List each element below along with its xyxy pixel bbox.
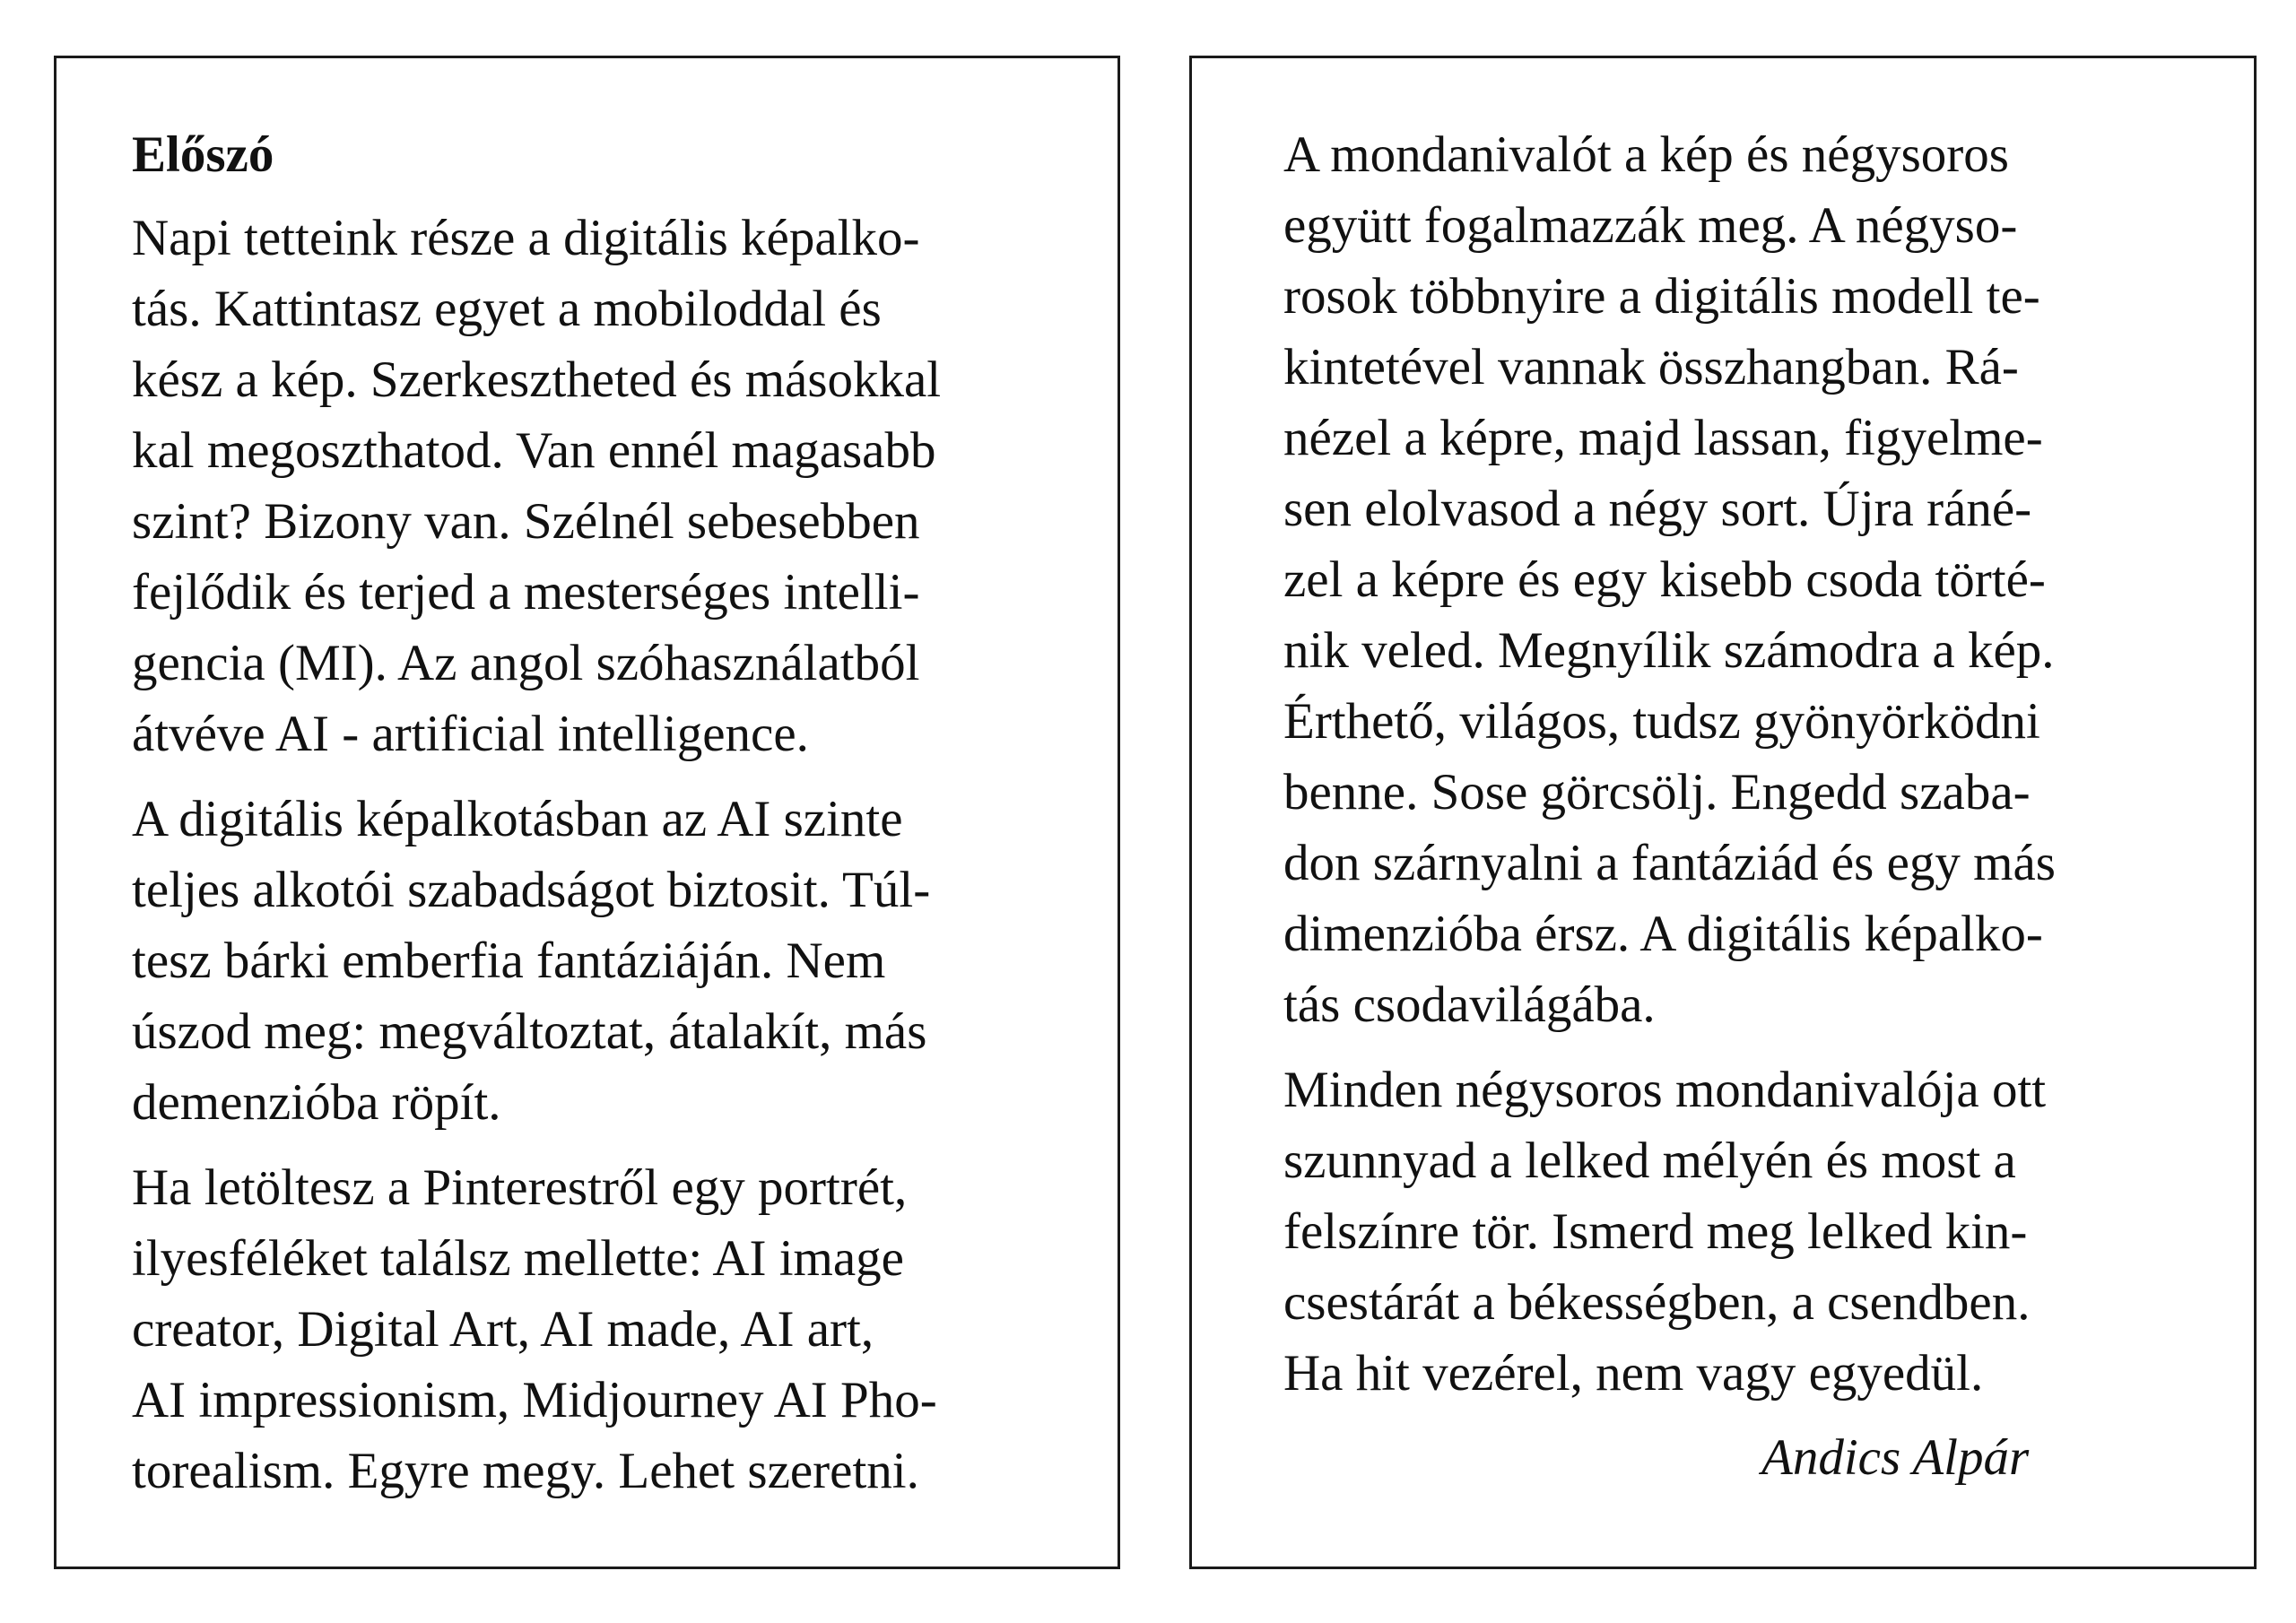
text-line: zel a képre és egy kisebb csoda törté- [1283, 551, 2046, 608]
text-line: dimenzióba érsz. A digitális képalko- [1283, 906, 2043, 962]
text-line: kal megoszthatod. Van ennél magasabb [132, 422, 936, 479]
text-line: szint? Bizony van. Szélnél sebesebben [132, 493, 920, 550]
text-line: átvéve AI - artificial intelligence. [132, 706, 809, 762]
text-line: tás csodavilágába. [1283, 976, 1656, 1033]
text-line: tás. Kattintasz egyet a mobiloddal és [132, 281, 882, 337]
text-line: nik veled. Megnyílik számodra a kép. [1283, 622, 2055, 679]
text-line: Minden négysoros mondanivalója ott [1283, 1062, 2047, 1118]
text-line: csestárát a békességben, a csendben. [1283, 1274, 2031, 1331]
text-line: Ha hit vezérel, nem vagy egyedül. [1283, 1345, 1984, 1402]
text-line: benne. Sose görcsölj. Engedd szaba- [1283, 764, 2031, 820]
right-page-text [1283, 119, 2056, 1423]
text-line: creator, Digital Art, AI made, AI art, [132, 1301, 874, 1358]
text-line: torealism. Egyre megy. Lehet szeretni. [132, 1443, 919, 1499]
text-line: felszínre tör. Ismerd meg lelked kin- [1283, 1203, 2028, 1260]
paragraph [132, 203, 941, 769]
text-line: fejlődik és terjed a mesterséges intelli- [132, 564, 920, 621]
text-line: Ha letöltesz a Pinterestről egy portrét, [132, 1159, 908, 1216]
text-line: Érthető, világos, tudsz gyönyörködni [1283, 693, 2040, 750]
text-line: szunnyad a lelked mélyén és most a [1283, 1133, 2016, 1189]
left-page [54, 56, 1120, 1569]
paragraph [132, 1152, 941, 1506]
text-line: úszod meg: megváltoztat, átalakít, más [132, 1003, 927, 1060]
text-line: nézel a képre, majd lassan, figyelme- [1283, 410, 2043, 466]
paragraph [1283, 119, 2056, 1040]
text-line: kintetével vannak összhangban. Rá- [1283, 339, 2019, 395]
text-line: rosok többnyire a digitális modell te- [1283, 268, 2040, 325]
paragraph [1283, 1055, 2056, 1409]
text-line: A digitális képalkotásban az AI szinte [132, 791, 903, 847]
text-line: teljes alkotói szabadságot biztosit. Túl- [132, 862, 931, 918]
page-title: Előszó [132, 126, 274, 183]
left-page-text [132, 119, 941, 1521]
text-line: demenzióba röpít. [132, 1074, 501, 1131]
text-line: sen elolvasod a négy sort. Újra ráné- [1283, 481, 2032, 537]
paragraph [132, 784, 941, 1138]
text-line: gencia (MI). Az angol szóhasználatból [132, 635, 920, 691]
text-line: kész a kép. Szerkesztheted és másokkal [132, 352, 942, 408]
text-line: ilyesféléket találsz mellette: AI image [132, 1230, 904, 1287]
text-line: Napi tetteink része a digitális képalko- [132, 210, 920, 266]
text-line: A mondanivalót a kép és négysoros [1283, 126, 2009, 183]
text-line: AI impressionism, Midjourney AI Pho- [132, 1372, 937, 1428]
right-page [1189, 56, 2257, 1569]
text-line: együtt fogalmazzák meg. A négyso- [1283, 197, 2018, 254]
author-signature: Andics Alpár [1761, 1429, 2030, 1486]
text-line: don szárnyalni a fantáziád és egy más [1283, 835, 2056, 891]
text-line: tesz bárki emberfia fantáziáján. Nem [132, 933, 886, 989]
